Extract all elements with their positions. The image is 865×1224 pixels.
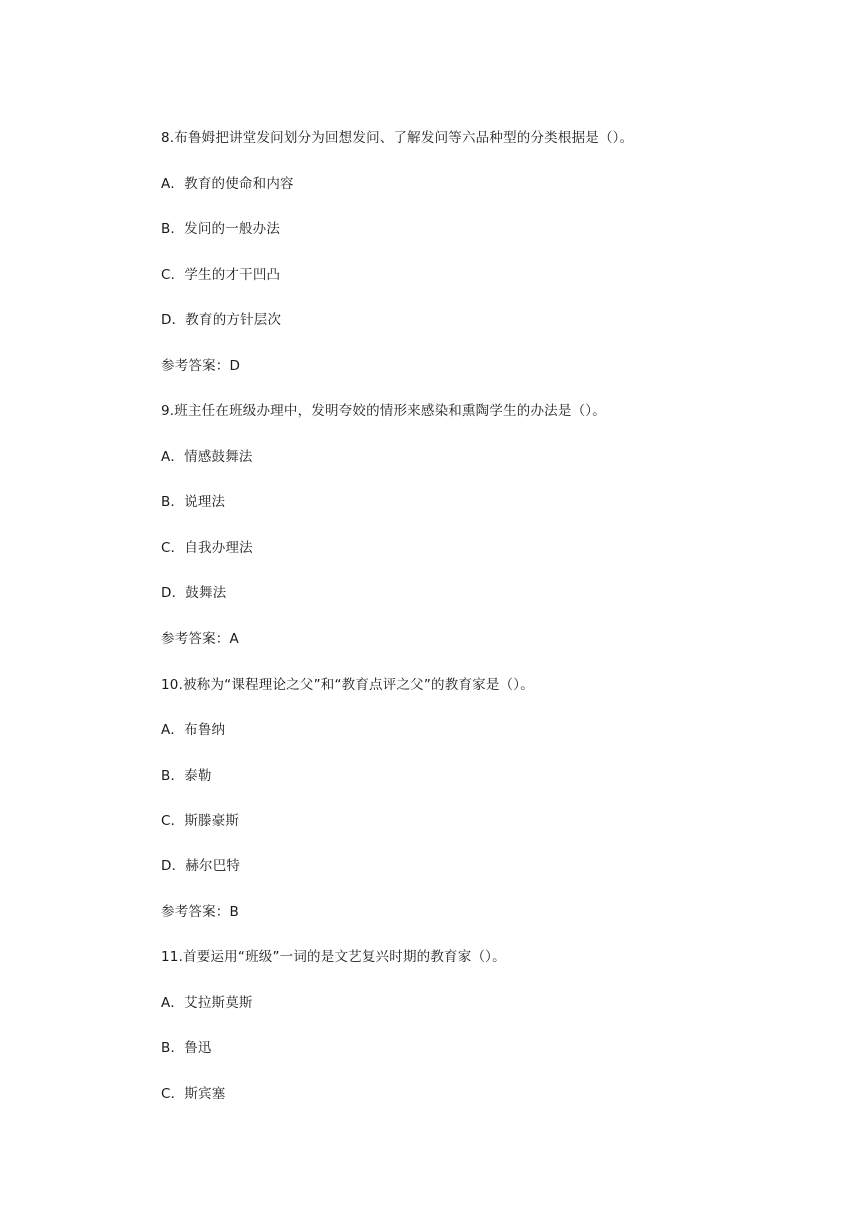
question-11-stem: 11.首要运用“班级”一词的是文艺复兴时期的教育家（）。 [161, 949, 506, 965]
question-11-option-c: C．斯宾塞 [161, 1086, 226, 1102]
question-9-option-a: A．情感鼓舞法 [161, 449, 253, 465]
question-8-stem: 8.布鲁姆把讲堂发问划分为回想发问、了解发问等六品种型的分类根据是（）。 [161, 130, 634, 146]
question-8-option-a: A．教育的使命和内容 [161, 176, 294, 192]
question-10-option-b: B．泰勒 [161, 768, 212, 784]
question-8-answer: 参考答案：D [161, 358, 241, 374]
question-10-stem: 10.被称为“课程理论之父”和“教育点评之父”的教育家是（）。 [161, 677, 534, 693]
question-9-option-d: D．鼓舞法 [161, 585, 227, 601]
question-11-option-a: A．艾拉斯莫斯 [161, 995, 253, 1011]
question-8-option-d: D．教育的方针层次 [161, 312, 282, 328]
question-9-answer: 参考答案：A [161, 631, 239, 647]
question-8-option-b: B．发问的一般办法 [161, 221, 281, 237]
question-8-option-c: C．学生的才干凹凸 [161, 267, 281, 283]
question-10-option-d: D．赫尔巴特 [161, 858, 241, 874]
question-10-answer: 参考答案：B [161, 904, 239, 920]
question-9-option-b: B．说理法 [161, 494, 226, 510]
question-10-option-a: A．布鲁纳 [161, 722, 226, 738]
question-10-option-c: C．斯滕豪斯 [161, 813, 240, 829]
question-11-option-b: B．鲁迅 [161, 1040, 212, 1056]
question-9-stem: 9.班主任在班级办理中，发明夸姣的情形来感染和熏陶学生的办法是（）。 [161, 403, 606, 419]
question-9-option-c: C．自我办理法 [161, 540, 253, 556]
